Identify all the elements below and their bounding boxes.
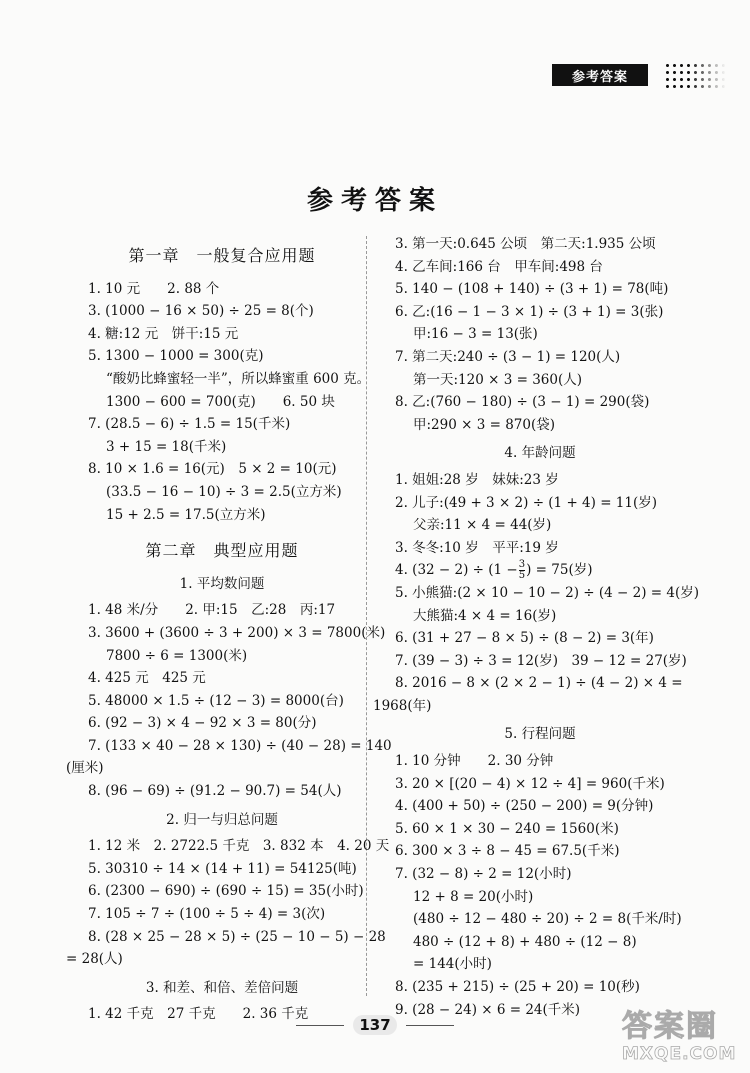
answer-line: (33.5 − 16 − 10) ÷ 3 = 2.5(立方米) (106, 483, 342, 500)
answer-line: (480 ÷ 12 − 480 ÷ 20) ÷ 2 = 8(千米/时) (413, 911, 682, 928)
section-heading: 3. 和差、和倍、差倍问题 (145, 979, 299, 996)
answer-line: 5. 60 × 1 × 30 − 240 = 1560(米) (395, 820, 619, 837)
answer-line: 7. (133 × 40 − 28 × 130) ÷ (40 − 28) = 140 (88, 737, 392, 754)
answer-line: “酸奶比蜂蜜轻一半”，所以蜂蜜重 600 克。 (106, 370, 371, 387)
answer-line: 8. 10 × 1.6 = 16(元) 5 × 2 = 10(元) (88, 461, 337, 478)
answer-line: 6. (2300 − 690) ÷ (690 ÷ 15) = 35(小时) (88, 883, 364, 900)
chapter-heading: 第二章 典型应用题 (145, 541, 299, 561)
answer-line: 1. 姐姐:28 岁 妹妹:23 岁 (395, 471, 559, 488)
answer-line: 5. 1300 − 1000 = 300(克) (88, 348, 264, 365)
answer-line: 3. 第一天:0.645 公顷 第二天:1.935 公顷 (395, 236, 656, 252)
answer-line: 8. (235 + 215) ÷ (25 + 20) = 10(秒) (395, 979, 640, 995)
answer-line: 5. 48000 × 1.5 ÷ (12 − 3) = 8000(台) (88, 692, 344, 709)
answer-line-fraction (395, 559, 685, 582)
answer-line: 7. 第二天:240 ÷ (3 − 1) = 120(人) (395, 348, 621, 365)
answer-line: 8. (96 − 69) ÷ (91.2 − 90.7) = 54(人) (88, 783, 342, 800)
section-heading: 1. 平均数问题 (179, 575, 265, 592)
right-column (373, 233, 699, 1021)
answer-line: 1. 10 元 2. 88 个 (88, 280, 220, 297)
section-heading: 4. 年龄问题 (504, 445, 576, 462)
answer-line: 8. 2016 − 8 × (2 × 2 − 1) ÷ (4 − 2) × 4 = (395, 675, 683, 692)
answer-line: 7. (28.5 − 6) ÷ 1.5 = 15(千米) (88, 416, 291, 433)
page-number: 137 (353, 1015, 396, 1035)
answer-line: 4. 乙车间:166 台 甲车间:498 台 (395, 258, 603, 275)
answer-line: = 28(人) (66, 951, 123, 968)
answer-line: 3. 3600 + (3600 ÷ 3 + 200) × 3 = 7800(米) (88, 624, 386, 641)
answer-line: = 144(小时) (413, 956, 492, 973)
chapter-heading: 第一章 一般复合应用题 (128, 246, 316, 265)
answer-line: 3. 20 × [(20 − 4) × 12 ÷ 4] = 960(千米) (395, 775, 665, 792)
answer-line: 第一天:120 × 3 = 360(人) (413, 371, 582, 388)
answer-line: 7. (32 − 8) ÷ 2 = 12(小时) (395, 866, 572, 883)
page-title: 参考答案 (306, 186, 443, 216)
answer-line: 15 + 2.5 = 17.5(立方米) (106, 506, 266, 523)
answer-line: 6. 乙:(16 − 1 − 3 × 1) ÷ (3 + 1) = 3(张) (395, 303, 664, 320)
fraction (519, 560, 525, 581)
footer-rule (296, 1025, 344, 1026)
fraction-denominator: 5 (518, 570, 526, 582)
section-heading: 5. 行程问题 (504, 726, 576, 743)
answer-line: 3 + 15 = 18(千米) (106, 438, 227, 455)
answer-line: 480 ÷ (12 + 8) + 480 ÷ (12 − 8) (413, 933, 637, 950)
answer-line: 4. 糖:12 元 饼干:15 元 (88, 325, 239, 342)
answer-line: 7. (39 − 3) ÷ 3 = 12(岁) 39 − 12 = 27(岁) (395, 652, 687, 669)
answer-line: 1. 12 米 2. 2722.5 千克 3. 832 本 4. 20 天 (88, 838, 390, 855)
answer-line: 父亲:11 × 4 = 44(岁) (413, 517, 552, 534)
answer-line: 4. (400 + 50) ÷ (250 − 200) = 9(分钟) (395, 798, 654, 815)
answer-line: 7800 ÷ 6 = 1300(米) (106, 647, 248, 664)
answer-line: 大熊猫:4 × 4 = 16(岁) (413, 607, 557, 624)
watermark-url: MXQE.COM (622, 1044, 737, 1064)
section-tag: 参考答案 (552, 64, 648, 86)
answer-line: 5. 140 − (108 + 140) ÷ (3 + 1) = 78(吨) (395, 281, 669, 298)
answer-line: 6. (92 − 3) × 4 − 92 × 3 = 80(分) (88, 715, 317, 732)
answer-line: 8. 乙:(760 − 180) ÷ (3 − 1) = 290(袋) (395, 394, 650, 411)
answer-line: (厘米) (66, 760, 104, 777)
answer-line: 甲:16 − 3 = 13(张) (413, 326, 538, 343)
answer-line: 6. 300 × 3 ÷ 8 − 45 = 67.5(千米) (395, 843, 620, 860)
answer-line: 3. (1000 − 16 × 50) ÷ 25 = 8(个) (88, 303, 314, 320)
fraction-suffix: ) = 75(岁) (526, 562, 593, 579)
fraction-prefix: 4. (32 − 2) ÷ (1 − (395, 562, 518, 579)
answer-line: 12 + 8 = 20(小时) (413, 888, 534, 905)
answer-line: 5. 30310 ÷ 14 × (14 + 11) = 54125(吨) (88, 860, 357, 877)
watermark-text: 答案圈 (622, 1009, 718, 1044)
answer-line: 6. (31 + 27 − 8 × 5) ÷ (8 − 2) = 3(年) (395, 630, 654, 647)
answer-line: 1968(年) (373, 697, 432, 714)
answer-line: 甲:290 × 3 = 870(袋) (413, 416, 555, 433)
answer-line: 3. 冬冬:10 岁 平平:19 岁 (395, 539, 559, 556)
answer-line: 9. (28 − 24) × 6 = 24(千米) (395, 1001, 581, 1018)
answer-line: 7. 105 ÷ 7 ÷ (100 ÷ 5 ÷ 4) = 3(次) (88, 906, 326, 923)
answer-line: 1300 − 600 = 700(克) 6. 50 块 (106, 393, 335, 410)
watermark (622, 1010, 740, 1068)
footer-rule (406, 1025, 454, 1026)
answer-line: 1. 10 分钟 2. 30 分钟 (395, 753, 554, 770)
answer-line: 1. 48 米/分 2. 甲:15 乙:28 丙:17 (88, 602, 336, 619)
answer-line: 2. 儿子:(49 + 3 × 2) ÷ (1 + 4) = 11(岁) (395, 494, 658, 511)
column-divider (366, 236, 367, 996)
answer-line: 4. 425 元 425 元 (88, 670, 206, 687)
answer-line: 1. 42 千克 27 千克 2. 36 千克 (88, 1006, 309, 1023)
answer-line: 8. (28 × 25 − 28 × 5) ÷ (25 − 10 − 5) − 28 (88, 928, 386, 945)
decorative-dots (664, 62, 726, 92)
answer-line: 5. 小熊猫:(2 × 10 − 10 − 2) ÷ (4 − 2) = 4(岁) (395, 584, 699, 601)
fraction-numerator: 3 (518, 559, 526, 571)
section-heading: 2. 归一与归总问题 (166, 811, 278, 828)
